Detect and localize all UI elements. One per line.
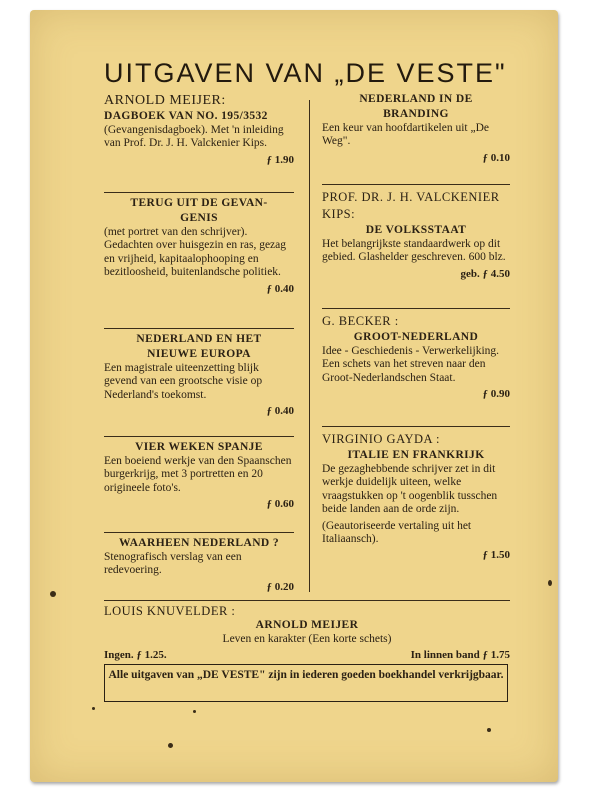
book-title: DAGBOEK VAN NO. 195/3532 <box>104 110 268 122</box>
listing-volksstaat <box>322 184 510 281</box>
book-price: geb. ƒ 4.50 <box>460 267 510 280</box>
book-title: WAARHEEN NEDERLAND ? <box>118 537 280 549</box>
book-price: ƒ 0.90 <box>482 388 510 401</box>
book-title: NEDERLAND EN HET NIEUWE EUROPA <box>136 333 262 360</box>
book-description: Een keur van hoofdartikelen uit „De Weg". <box>322 122 490 148</box>
stain-spot <box>50 591 56 597</box>
book-title: ITALIE EN FRANKRIJK <box>347 449 485 461</box>
column-divider <box>309 100 310 592</box>
book-subtitle: Leven en karakter (Een korte schets) <box>222 633 392 645</box>
price-paperback: Ingen. ƒ 1.25. <box>104 649 167 662</box>
listing-groot-nederland <box>322 308 510 401</box>
left-column <box>104 92 294 592</box>
author-name: PROF. DR. J. H. VALCKENIER KIPS: <box>322 190 500 221</box>
author-name: LOUIS KNUVELDER : <box>104 604 236 618</box>
book-description: Idee - Geschiedenis - Verwerkelijking. Een schets van het streven naar den Groot-Nederlandschen Staat. <box>322 345 500 384</box>
book-price: ƒ 1.90 <box>266 153 294 166</box>
stain-spot <box>548 580 552 586</box>
book-title: GROOT-NEDERLAND <box>353 331 479 343</box>
author-name: VIRGINIO GAYDA : <box>322 432 440 446</box>
price-row <box>104 646 510 661</box>
price-cloth: In linnen band ƒ 1.75 <box>410 649 510 662</box>
translation-note: (Geautoriseerde vertaling uit het Italiaansch). <box>322 519 472 546</box>
book-description: Stenografisch verslag van een redevoering. <box>104 551 242 577</box>
page-title: UITGAVEN VAN „DE VESTE" <box>104 58 507 88</box>
book-price: ƒ 0.40 <box>266 282 294 295</box>
book-price: ƒ 1.50 <box>482 549 510 562</box>
listing-terug <box>104 192 294 296</box>
bottom-listing <box>104 600 510 661</box>
stain-spot <box>92 707 95 710</box>
stain-spot <box>487 728 491 732</box>
book-description: (Gevangenisdagboek). Met 'n inleiding van Prof. Dr. J. H. Valckenier Kips. <box>104 124 284 150</box>
listing-branding <box>322 92 510 165</box>
book-description: (met portret van den schrijver). Gedachten over huisgezin en ras, gezag en vrijheid, kapitaalophooping en bezitloosheid, buitenlandsche politiek. <box>104 226 287 279</box>
book-price: ƒ 0.40 <box>266 405 294 418</box>
book-price: ƒ 0.20 <box>266 580 294 593</box>
listing-nederland-europa <box>104 328 294 418</box>
listing-dagboek <box>104 92 294 167</box>
availability-notice: Alle uitgaven van „DE VESTE" zijn in iederen goeden boekhandel verkrijgbaar. <box>104 664 508 702</box>
listing-spanje <box>104 436 294 511</box>
book-description: Een boeiend werkje van den Spaanschen burgerkrijg, met 3 portretten en 20 origineele foto's. <box>104 455 292 494</box>
listing-italie <box>322 426 510 562</box>
book-price: ƒ 0.10 <box>482 151 510 164</box>
book-price: ƒ 0.60 <box>266 498 294 511</box>
book-description: De gezaghebbende schrijver zet in dit werkje duidelijk uiteen, welke vraagstukken op 't oogenblik tusschen beide landen aan de orde zijn. <box>322 463 498 516</box>
right-column <box>322 92 510 592</box>
book-description: Een magistrale uiteenzetting blijk gevend van een grootsche visie op Nederland's toekomst. <box>104 362 263 401</box>
book-title: VIER WEKEN SPANJE <box>135 441 263 453</box>
stain-spot <box>168 743 173 748</box>
book-title: ARNOLD MEIJER <box>255 619 359 631</box>
author-name: G. BECKER : <box>322 314 399 328</box>
book-title: DE VOLKSSTAAT <box>365 224 467 236</box>
listing-waarheen <box>104 532 294 594</box>
author-name: ARNOLD MEIJER: <box>104 93 226 108</box>
book-title: NEDERLAND IN DE BRANDING <box>359 93 473 120</box>
stain-spot <box>193 710 196 713</box>
book-description: Het belangrijkste standaardwerk op dit gebied. Glashelder geschreven. 600 blz. <box>322 238 506 264</box>
book-title: TERUG UIT DE GEVAN- GENIS <box>130 197 268 224</box>
